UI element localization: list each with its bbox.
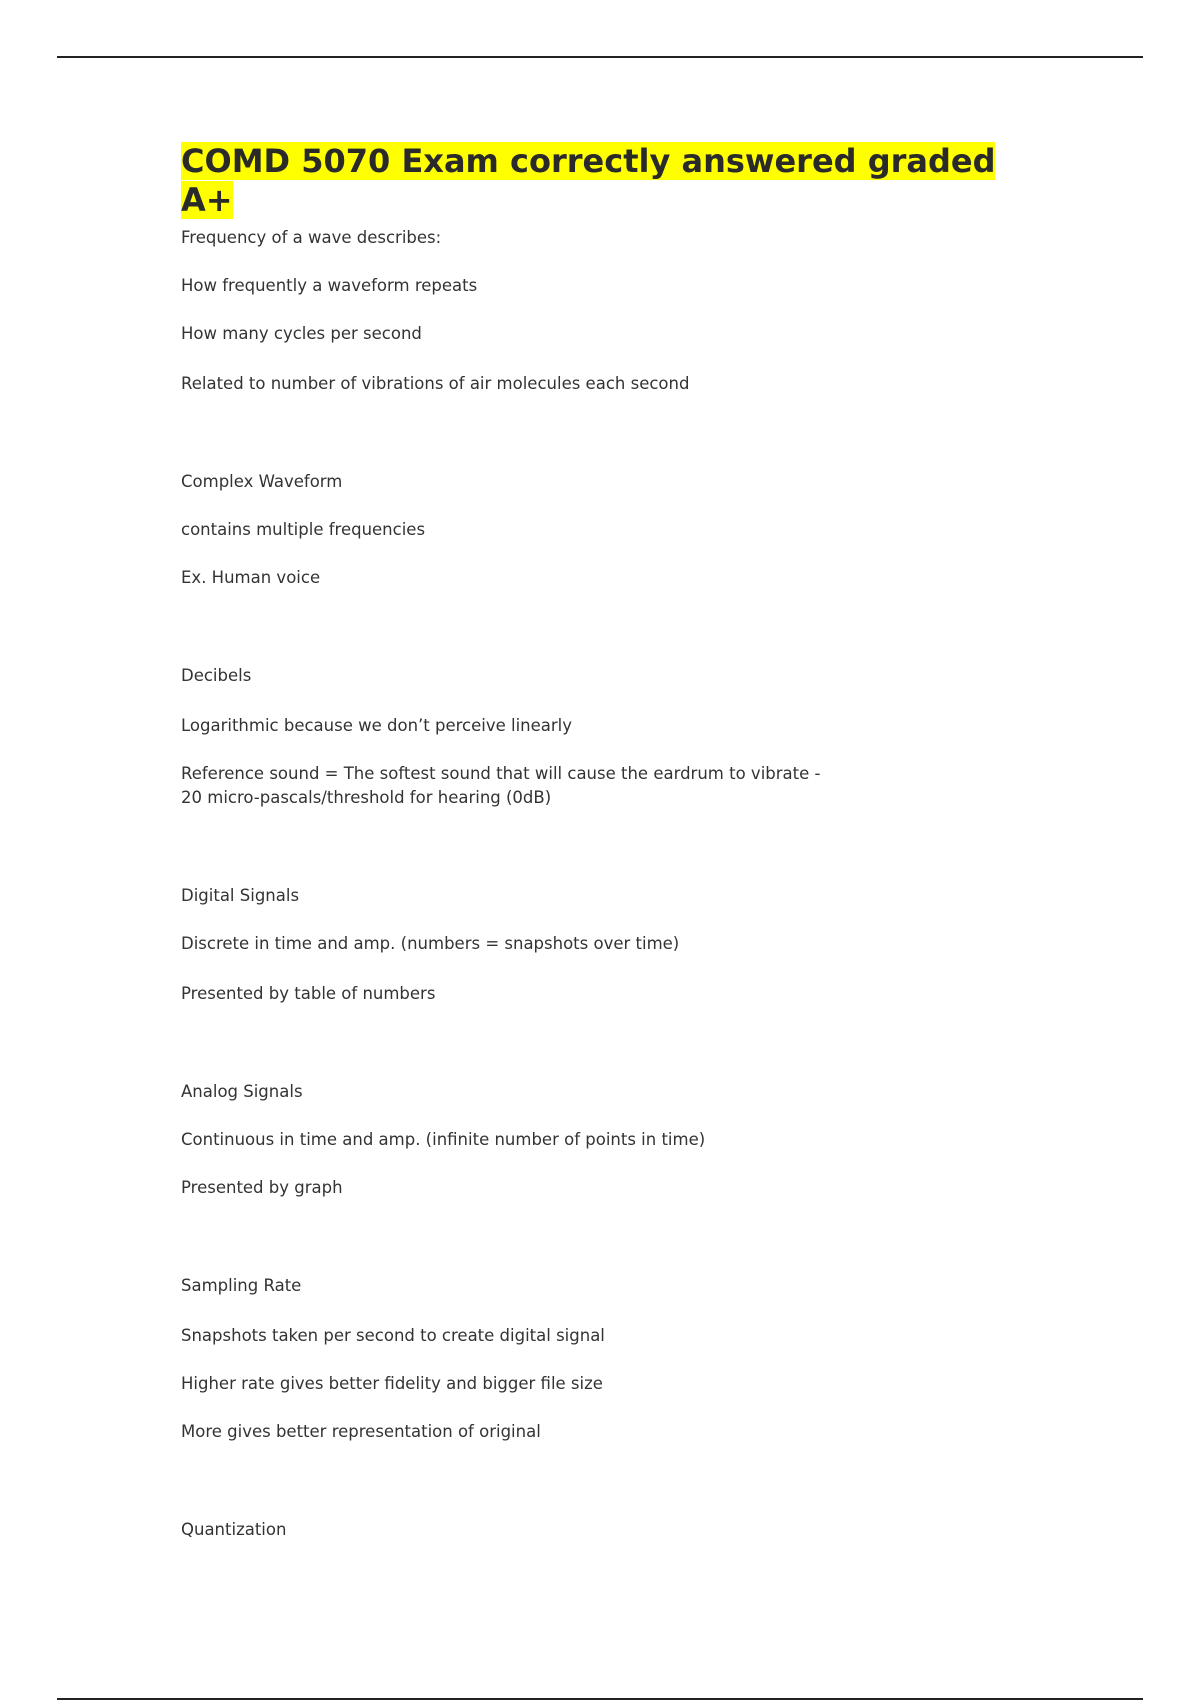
section-heading: Decibels [181, 666, 252, 685]
section-heading: Quantization [181, 1520, 287, 1539]
document-body [181, 142, 1041, 1542]
section-heading: Digital Signals [181, 886, 300, 905]
document-lines [181, 226, 1041, 1542]
text-line: How frequently a waveform repeats [181, 276, 478, 295]
text-line: Frequency of a wave describes: [181, 228, 442, 247]
section-heading: Sampling Rate [181, 1276, 302, 1295]
text-line: contains multiple frequencies [181, 520, 426, 539]
text-line: Related to number of vibrations of air molecules each second [181, 374, 690, 393]
text-line: Presented by table of numbers [181, 984, 436, 1003]
top-rule [57, 56, 1143, 58]
text-line: Presented by graph [181, 1178, 343, 1197]
text-line: Snapshots taken per second to create digital signal [181, 1326, 605, 1345]
text-line: Reference sound = The softest sound that will cause the eardrum to vibrate - 20 micro-pascals/threshold for hearing (0dB) [181, 764, 821, 807]
text-line: Discrete in time and amp. (numbers = snapshots over time) [181, 934, 680, 953]
section-heading: Complex Waveform [181, 472, 343, 491]
document-title [181, 142, 1041, 220]
text-line: How many cycles per second [181, 324, 422, 343]
section-heading: Analog Signals [181, 1082, 303, 1101]
document-title-text: COMD 5070 Exam correctly answered graded A+ [181, 142, 996, 219]
text-line: Logarithmic because we don’t perceive linearly [181, 716, 573, 735]
text-line: More gives better representation of original [181, 1422, 541, 1441]
text-line: Continuous in time and amp. (infinite number of points in time) [181, 1130, 706, 1149]
text-line: Ex. Human voice [181, 568, 321, 587]
text-line: Higher rate gives better fidelity and bigger file size [181, 1374, 603, 1393]
